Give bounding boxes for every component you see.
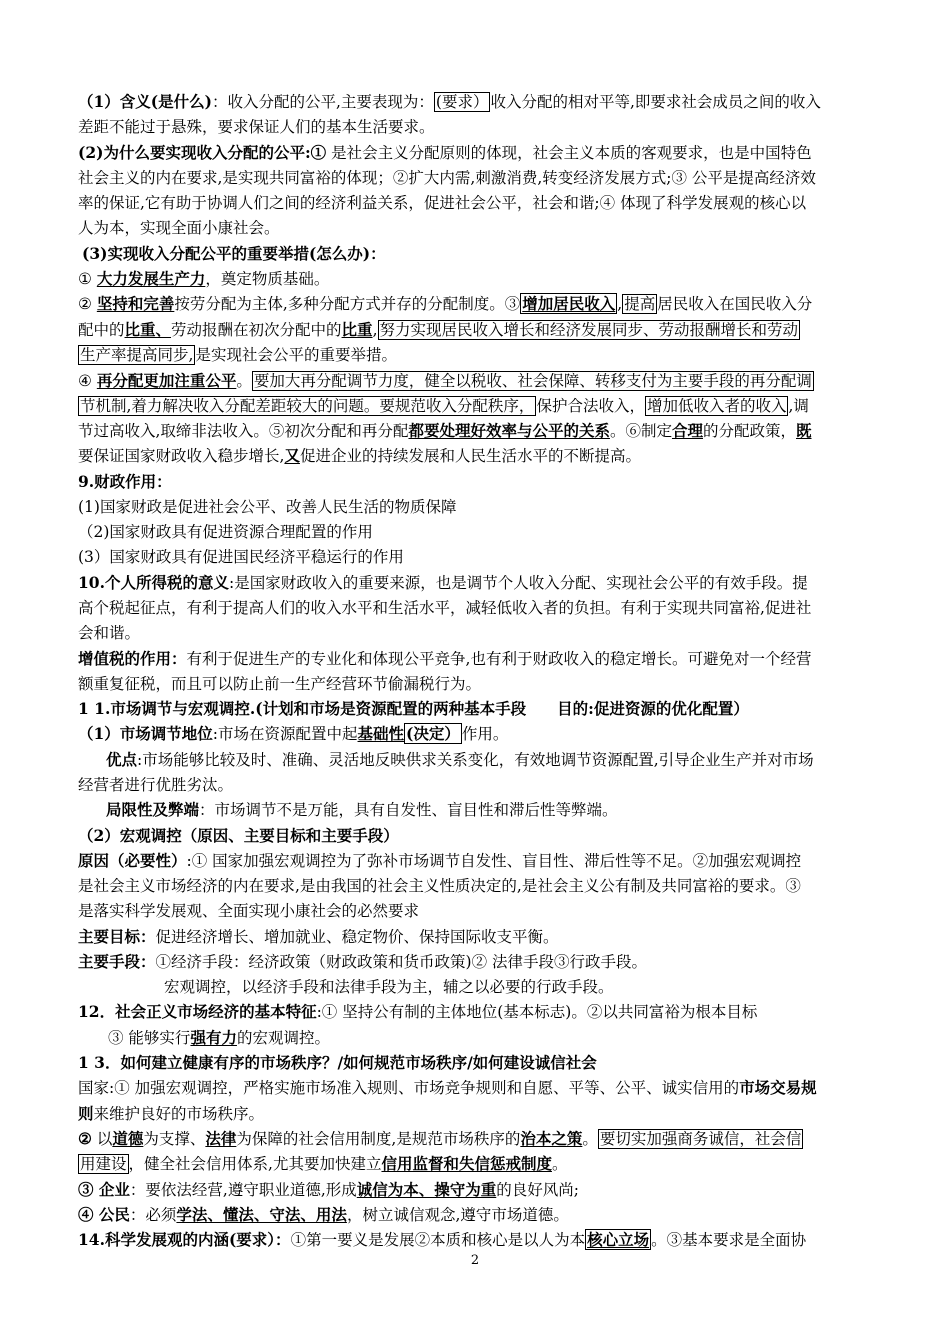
- text-line: [78, 623, 140, 643]
- text-line: [78, 1230, 806, 1250]
- boxed-text: 核心立场: [587, 1230, 650, 1249]
- text-segment: 劳动报酬在初次分配中的: [171, 321, 342, 339]
- text-segment: 经营者进行优胜劣汰。: [78, 776, 234, 794]
- text-segment: 的分配政策，: [702, 422, 796, 440]
- text-segment: 高个税起征点，有利于提高人们的收入水平和生活水平，减轻低收入者的负担。有利于实现共同富裕,促进社: [78, 599, 812, 617]
- text-segment: 坚持和完善: [96, 294, 175, 313]
- text-segment: 要保证国家财政收入稳步增长,: [78, 447, 285, 465]
- text-line: [78, 1078, 817, 1098]
- text-segment: ①第一要义是发展②本质和核心是以人为本: [290, 1231, 586, 1249]
- text-segment: 人为本，实现全面小康社会。: [78, 219, 280, 237]
- text-segment: 局限性及弊端: [106, 800, 200, 819]
- text-line: [78, 168, 816, 188]
- text-segment: 额重复征税，而且可以防止前一生产经营环节偷漏税行为。: [78, 675, 482, 693]
- text-line: [78, 775, 233, 795]
- text-segment: ③ 能够实行: [108, 1029, 191, 1047]
- text-line: [106, 800, 618, 820]
- text-segment: 以: [91, 1130, 113, 1148]
- text-segment: :① 国家加强宏观调控为了弥补市场调节自发性、盲目性、滞后性等不足。②加强宏观调控: [186, 852, 802, 870]
- text-segment: 的宏观调控。: [236, 1029, 330, 1047]
- text-line: [78, 1053, 597, 1073]
- text-segment: ：市场调节不是万能，具有自发性、盲目性和滞后性等弊端。: [199, 801, 618, 819]
- text-segment: 按劳分配为主体,多种分配方式并存的分配制度。③: [174, 295, 521, 313]
- text-segment: 合理: [671, 421, 703, 440]
- text-line: [106, 750, 814, 770]
- text-line: [78, 1104, 264, 1124]
- text-segment: 10.个人所得税的意义: [78, 573, 229, 592]
- boxed-text: 用建设: [80, 1155, 127, 1173]
- text-line: [78, 117, 435, 137]
- text-segment: ，健全社会信用体系,尤其要加快建立: [128, 1155, 382, 1173]
- text-segment: 治本之策: [520, 1129, 583, 1148]
- text-segment: (2)为什么要实现收入分配的公平:①: [78, 143, 327, 162]
- text-segment: 道德: [112, 1129, 144, 1148]
- text-segment: 主要目标：: [78, 927, 156, 946]
- text-segment: 国家:① 加强宏观调控，严格实施市场准入规则、市场竞争规则和自愿、平等、公平、诚实信用的: [78, 1079, 740, 1097]
- boxed-text: (决定）: [406, 724, 460, 743]
- text-line: [78, 143, 812, 163]
- text-line: [78, 649, 811, 669]
- text-line: [78, 472, 172, 492]
- boxed-text: 要加大再分配调节力度，健全以税收、社会保障、转移支付为主要手段的再分配调: [253, 372, 812, 390]
- text-segment: (3)实现收入分配公平的重要举措(怎么办)：: [82, 244, 386, 263]
- text-line: [78, 1002, 757, 1022]
- text-segment: 优点: [106, 750, 138, 769]
- text-line: [78, 826, 399, 846]
- boxed-text: 提高: [624, 295, 656, 313]
- text-segment: :市场在资源配置中起: [212, 725, 358, 743]
- text-segment: 9.财政作用：: [78, 472, 172, 491]
- text-segment: 。③基本要求是全面协: [651, 1231, 807, 1249]
- text-segment: 市场交易规: [739, 1078, 817, 1097]
- text-line: [108, 1028, 330, 1048]
- text-segment: 增值税的作用：: [78, 649, 187, 668]
- text-segment: 是落实科学发展观、全面实现小康社会的必然要求: [78, 902, 420, 920]
- text-segment: 居民收入在国民收入分: [657, 295, 813, 313]
- text-segment: 差距不能过于悬殊，要求保证人们的基本生活要求。: [78, 118, 435, 136]
- text-segment: :市场能够比较及时、准确、灵活地反映供求关系变化，有效地调节资源配置,引导企业生产并对市场: [137, 751, 814, 769]
- text-line: [78, 876, 801, 896]
- text-line: [78, 1205, 569, 1225]
- text-segment: 是实现社会公平的重要举措。: [195, 346, 397, 364]
- text-segment: 为保障的社会信用制度,是规范市场秩序的: [236, 1130, 521, 1148]
- text-line: [78, 345, 397, 365]
- text-segment: 基础性: [357, 724, 405, 743]
- text-line: [78, 218, 280, 238]
- text-segment: ：要依法经营,遵守职业道德,形成: [129, 1181, 357, 1199]
- text-segment: 。: [236, 372, 252, 390]
- text-segment: ④: [78, 372, 97, 390]
- boxed-text: 努力实现居民收入增长和经济发展同步、劳动报酬增长和劳动: [379, 321, 799, 339]
- boxed-text: 增加低收入者的收入: [646, 397, 787, 415]
- text-segment: 配中的: [78, 321, 125, 339]
- text-segment: ②: [78, 1129, 92, 1148]
- text-segment: ,: [372, 321, 378, 339]
- boxed-text: 要切实加强商务诚信，社会信: [599, 1130, 802, 1148]
- text-line: [78, 674, 481, 694]
- text-segment: 是社会主义市场经济的内在要求,是由我国的社会主义性质决定的,是社会主义公有制及共同富裕的要求。③: [78, 877, 801, 895]
- boxed-text: (要求）: [435, 93, 489, 111]
- text-segment: 来维护良好的市场秩序。: [93, 1105, 265, 1123]
- text-segment: 会和谐。: [78, 624, 141, 642]
- text-segment: （1）含义(是什么): [78, 92, 212, 111]
- text-segment: 1 3．如何建立健康有序的市场秩序？/如何规范市场秩序/如何建设诚信社会: [78, 1053, 597, 1072]
- text-segment: 比重: [341, 320, 373, 339]
- text-segment: :① 坚持公有制的主体地位(基本标志)。②以共同富裕为根本目标: [316, 1003, 758, 1021]
- text-segment: 节过高收入,取缔非法收入。⑤初次分配和再分配: [78, 422, 409, 440]
- text-segment: 主要手段：: [78, 952, 156, 971]
- text-line: [78, 901, 419, 921]
- text-line: [78, 573, 808, 593]
- boxed-text: 节机制,着力解决收入分配差距较大的问题。要规范收入分配秩序，: [80, 397, 535, 415]
- text-line: [78, 446, 641, 466]
- text-segment: 。: [582, 1130, 598, 1148]
- text-line: [78, 92, 821, 112]
- text-segment: 是社会主义分配原则的体现，社会主义本质的客观要求，也是中国特色: [326, 144, 812, 162]
- text-segment: ,: [617, 295, 623, 313]
- page-number: 2: [470, 1253, 480, 1268]
- text-segment: 又: [284, 446, 300, 465]
- text-segment: :是国家财政收入的重要来源，也是调节个人收入分配、实现社会公平的有效手段。提: [228, 574, 808, 592]
- text-segment: 。⑥制定: [609, 422, 672, 440]
- text-segment: 收入分配的相对平等,即要求社会成员之间的收入: [490, 93, 821, 111]
- text-line: [78, 1180, 579, 1200]
- text-line: [78, 371, 814, 391]
- text-segment: ③ 企业: [78, 1180, 130, 1199]
- text-segment: 1 1.市场调节与宏观调控.(计划和市场是资源配置的两种基本手段 目的:促进资源的优化配置）: [78, 699, 749, 718]
- text-segment: 社会主义的内在要求,是实现共同富裕的体现；②扩大内需,刺激消费,转变经济发展方式;③ 公平是提高经济效: [78, 169, 816, 187]
- text-segment: 为支撑、: [143, 1130, 206, 1148]
- text-segment: 强有力: [190, 1028, 237, 1047]
- text-segment: 既: [796, 421, 812, 440]
- text-segment: 14.科学发展观的内涵(要求）：: [78, 1230, 291, 1249]
- text-segment: ：必须: [129, 1206, 177, 1224]
- text-segment: 信用监督和失信惩戒制度: [381, 1154, 552, 1173]
- boxed-text: 生产率提高同步,: [80, 346, 194, 364]
- text-segment: 促进经济增长、增加就业、稳定物价、保持国际收支平衡。: [155, 928, 559, 946]
- text-segment: （2）宏观调控（原因、主要目标和主要手段）: [78, 826, 399, 845]
- text-segment: 再分配更加注重公平: [96, 371, 237, 390]
- text-segment: 作用。: [461, 725, 509, 743]
- text-segment: ，奠定物质基础。: [205, 270, 330, 288]
- text-line: [78, 851, 801, 871]
- text-line: [78, 952, 647, 972]
- text-segment: ,调: [788, 397, 809, 415]
- text-segment: ①: [78, 270, 97, 288]
- text-segment: 的良好风尚;: [496, 1181, 580, 1199]
- text-line: [78, 699, 749, 719]
- text-segment: 促进企业的持续发展和人民生活水平的不断提高。: [299, 447, 641, 465]
- text-segment: 有利于促进生产的专业化和体现公平竞争,也有利于财政收入的稳定增长。可避免对一个经营: [186, 650, 812, 668]
- text-segment: (1)国家财政是促进社会公平、改善人民生活的物质保障: [78, 498, 457, 516]
- text-line: [78, 1154, 567, 1174]
- text-segment: 率的保证,它有助于协调人们之间的经济利益关系，促进社会公平，社会和谐;④ 体现了科学发展观的核心以: [78, 194, 807, 212]
- text-line: [78, 269, 329, 289]
- text-segment: 宏观调控，以经济手段和法律手段为主，辅之以必要的行政手段。: [164, 978, 614, 996]
- text-segment: 法律: [205, 1129, 237, 1148]
- text-line: [78, 421, 812, 441]
- text-segment: （2)国家财政具有促进资源合理配置的作用: [78, 523, 373, 541]
- text-line: [164, 977, 614, 997]
- text-line: [78, 1129, 803, 1149]
- text-segment: ：收入分配的公平,主要表现为：: [211, 93, 434, 111]
- text-segment: (3）国家财政具有促进国民经济平稳运行的作用: [78, 548, 404, 566]
- text-segment: 原因（必要性）: [78, 851, 187, 870]
- text-segment: 学法、懂法、守法、用法: [176, 1205, 347, 1224]
- text-segment: 大力发展生产力: [96, 269, 206, 288]
- text-line: [78, 522, 373, 542]
- text-segment: ②: [78, 295, 97, 313]
- text-segment: 。: [551, 1155, 568, 1173]
- text-segment: 都要处理好效率与公平的关系: [408, 421, 610, 440]
- boxed-text: 增加居民收入: [522, 294, 616, 313]
- text-line: [78, 294, 812, 314]
- text-segment: （1）市场调节地位: [78, 724, 213, 743]
- text-segment: 保护合法收入，: [536, 397, 645, 415]
- text-line: [78, 320, 800, 340]
- text-segment: ①经济手段：经济政策（财政政策和货币政策)② 法律手段③行政手段。: [155, 953, 647, 971]
- text-line: [78, 547, 404, 567]
- text-segment: ④ 公民: [78, 1205, 130, 1224]
- text-line: [78, 724, 508, 744]
- text-segment: 则: [78, 1104, 94, 1123]
- text-line: [78, 396, 809, 416]
- text-line: [82, 244, 386, 264]
- text-segment: 比重、: [124, 320, 172, 339]
- text-segment: ，树立诚信观念,遵守市场道德。: [346, 1206, 569, 1224]
- text-line: [78, 927, 559, 947]
- text-line: [78, 193, 806, 213]
- text-line: [78, 497, 456, 517]
- text-segment: 12．社会正义市场经济的基本特征: [78, 1002, 317, 1021]
- text-line: [78, 598, 811, 618]
- text-segment: 诚信为本、操守为重: [356, 1180, 497, 1199]
